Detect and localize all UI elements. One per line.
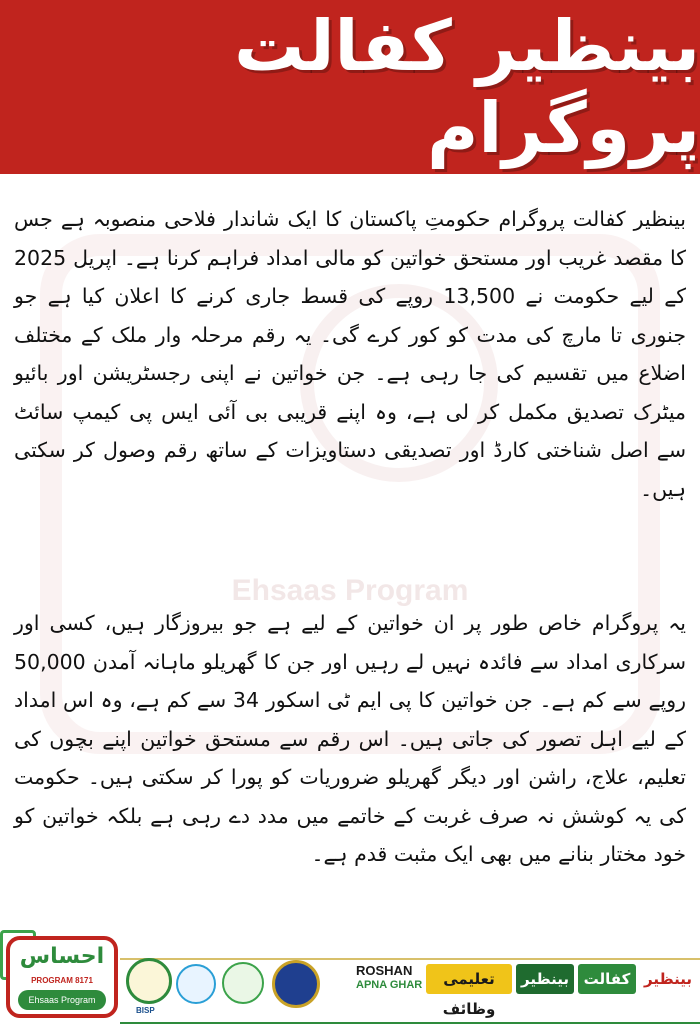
paragraph-2: یہ پروگرام خاص طور پر ان خواتین کے لیے ہے جو بیروزگار ہیں، کسی اور سرکاری امداد سے فائدہ نہیں لے رہیں اور جن کا گھریلو ماہانہ آمدن 50,000 روپے سے کم ہے۔ جن خواتین کا پی ایم ٹی اسکور 34 سے کم ہے، وہ اس امداد کے لیے اہل تصور کی جاتی ہیں۔ اس رقم سے مستحق خواتین اپنے بچوں کی تعلیم، علاج، راشن اور دیگر گھریلو ضروریات کو پورا کر سکتی ہیں۔ حکومت کی یہ کوشش نہ صرف غربت کے خاتمے میں مدد دے رہی ہے بلکہ خواتین کو خود مختار بنانے میں بھی ایک مثبت قدم ہے۔ [14,611,686,866]
ehsaas-logo-english: Ehsaas Program [18,990,106,1010]
paragraph-1: بینظیر کفالت پروگرام حکومتِ پاکستان کا ایک شاندار فلاحی منصوبہ ہے جس کا مقصد غریب اور مستحق خواتین کو مالی امداد فراہم کرنا ہے۔ اپریل 2025 کے لیے حکومت نے 13,500 روپے کی قسط جاری کرنے کا اعلان کیا ہے جو جنوری تا مارچ کی مدت کو کور کرے گی۔ یہ رقم مرحلہ وار ملک کے مختلف اضلاع میں تقسیم کی جا رہی ہے۔ جن خواتین نے اپنی رجسٹریشن اور بائیو میٹرک تصدیق مکمل کر لی ہے، وہ اپنے قریبی بی آئی ایس پی کیمپ سائٹ سے اصل شناختی کارڈ اور تصدیقی دستاویزات کے ساتھ رقم وصول کر سکتی ہیں۔ [14,207,686,501]
article-body [0,174,700,1024]
roshan-line1: ROSHAN [356,963,413,978]
family-program-logo-icon [222,962,264,1004]
government-seal-icon [272,960,320,1008]
footer-top-divider [120,958,700,960]
header-banner [0,0,700,174]
page-title: بینظیر کفالت پروگرام [234,5,700,169]
health-program-logo-icon [176,964,216,1004]
bisp-logo-icon [126,958,172,1004]
benazir-badge-dark: بینظیر [516,964,574,994]
ehsaas-logo [6,936,118,1018]
footer-logos [0,930,700,1024]
bisp-label: BISP [136,1006,155,1015]
taleemi-wazaif-badge: تعلیمی وظائف [426,964,512,994]
watermark-text: Ehsaas Program [231,574,469,607]
kafaalat-badge: کفالت [578,964,636,994]
roshan-line2: APNA GHAR [356,979,423,991]
benazir-badge-red: بینظیر [640,964,696,994]
ehsaas-logo-program: PROGRAM 8171 [31,976,93,985]
roshan-apna-ghar-logo [356,964,422,992]
ehsaas-logo-urdu: احساس [19,944,105,969]
